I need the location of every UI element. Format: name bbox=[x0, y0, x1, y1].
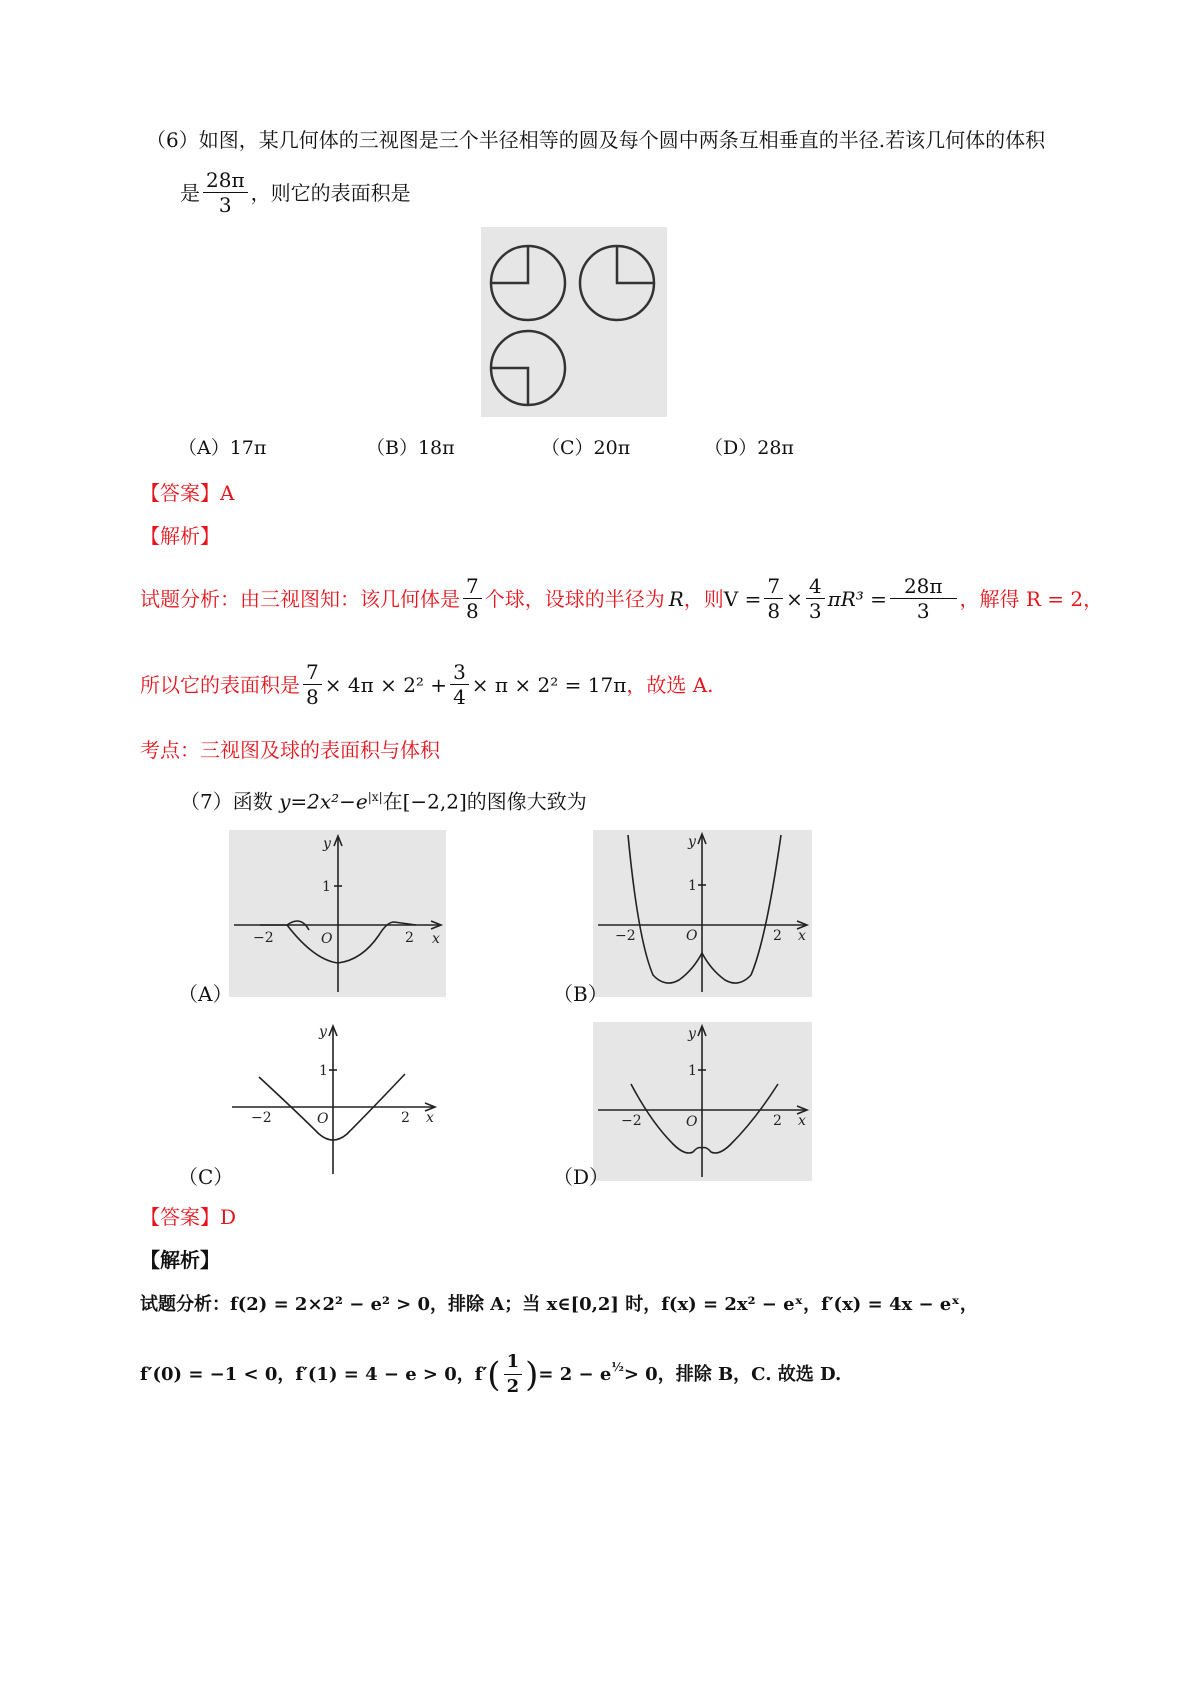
a1-f1-num: 7 bbox=[463, 574, 482, 599]
q7-graph-a bbox=[229, 830, 446, 997]
graph-a-m2: −2 bbox=[253, 930, 274, 946]
q6-stem: （6）如图，某几何体的三视图是三个半径相等的圆及每个圆中两条互相垂直的半径.若该几何体的体积 bbox=[146, 128, 1046, 152]
q6-analysis-line1 bbox=[140, 574, 1103, 623]
three-view-svg bbox=[481, 227, 667, 417]
a2-f2-den: 4 bbox=[453, 685, 466, 709]
q7-stem-sup: |x| bbox=[367, 790, 383, 804]
paren-left: ( bbox=[487, 1354, 501, 1395]
a1-f2-num: 7 bbox=[764, 574, 783, 599]
q7-half-fraction bbox=[504, 1350, 523, 1399]
a1-v: V = bbox=[723, 586, 762, 611]
q6-vol-num: 28π bbox=[203, 168, 248, 193]
q7-graph-d bbox=[593, 1022, 812, 1181]
q7-label-d: （D） bbox=[553, 1165, 610, 1189]
q6-vol-den: 3 bbox=[218, 193, 232, 217]
graph-c-m2: −2 bbox=[251, 1110, 272, 1126]
graph-b-svg bbox=[593, 830, 812, 997]
q6-analysis-title: 【解析】 bbox=[140, 524, 220, 548]
q6-option-b: （B）18π bbox=[366, 437, 455, 459]
q7-stem-suffix: 在[−2,2]的图像大致为 bbox=[382, 789, 587, 814]
q7-graph-c bbox=[229, 1022, 440, 1178]
graph-b-m2: −2 bbox=[615, 928, 636, 944]
q6-stem-line2 bbox=[180, 168, 411, 217]
a2-frac2 bbox=[450, 660, 469, 709]
graph-b-x-label: x bbox=[798, 928, 806, 944]
a1-prefix: 试题分析：由三视图知：该几何体是 bbox=[140, 586, 460, 611]
a2-end: × π × 2² = 17π bbox=[471, 672, 627, 697]
q7-analysis-line1: 试题分析：f(2) = 2×2² − e² > 0，排除 A；当 x∈[0,2] 时，f(x) = 2x² − eˣ，f′(x) = 4x − eˣ， bbox=[140, 1294, 978, 1315]
a2-frac1 bbox=[303, 660, 322, 709]
graph-d-one: 1 bbox=[688, 1063, 697, 1079]
a2-tail: ，故选 A. bbox=[626, 672, 714, 697]
a2-prefix: 所以它的表面积是 bbox=[140, 672, 300, 697]
q7-stem bbox=[180, 785, 587, 814]
graph-b-p2: 2 bbox=[773, 928, 782, 944]
q6-option-c: （C）20π bbox=[541, 437, 631, 459]
a1-end: ，解得 R = 2， bbox=[959, 586, 1104, 611]
graph-a-y-label: y bbox=[323, 836, 331, 852]
graph-a-svg bbox=[229, 830, 446, 997]
a2-f1-den: 8 bbox=[306, 685, 319, 709]
a2-mid: × 4π × 2² + bbox=[324, 672, 448, 697]
q6-answer: 【答案】A bbox=[140, 481, 235, 505]
graph-a-x-label: x bbox=[432, 931, 440, 947]
graph-c-origin: O bbox=[317, 1111, 329, 1127]
graph-d-p2: 2 bbox=[773, 1113, 782, 1129]
a2-f2-num: 3 bbox=[450, 660, 469, 685]
a1-f2-den: 8 bbox=[767, 599, 781, 623]
graph-b-origin: O bbox=[686, 928, 698, 944]
q7-half-num: 1 bbox=[504, 1350, 523, 1375]
q6-analysis-line2 bbox=[140, 660, 714, 709]
q6-three-view-figure bbox=[481, 227, 667, 417]
graph-c-svg bbox=[229, 1022, 440, 1178]
q7-line2-a: f′(0) = −1 < 0，f′(1) = 4 − e > 0，f′ bbox=[140, 1363, 488, 1385]
a1-r: R bbox=[668, 586, 684, 611]
a1-f1-den: 8 bbox=[466, 599, 479, 623]
a1-f4-den: 3 bbox=[916, 599, 930, 623]
q7-stem-prefix: （7）函数 bbox=[180, 789, 280, 814]
graph-c-p2: 2 bbox=[401, 1110, 410, 1126]
graph-c-x-label: x bbox=[426, 1110, 434, 1126]
graph-a-p2: 2 bbox=[405, 930, 414, 946]
q6-volume-fraction bbox=[203, 168, 248, 217]
a1-frac4 bbox=[890, 574, 957, 623]
graph-c-y-label: y bbox=[319, 1024, 327, 1040]
a1-f3-den: 3 bbox=[808, 599, 822, 623]
graph-a-origin: O bbox=[321, 931, 333, 947]
q7-label-b: （B） bbox=[553, 982, 608, 1006]
q7-label-a: （A） bbox=[178, 982, 233, 1006]
graph-b-one: 1 bbox=[688, 878, 697, 894]
q7-line2-sup: ½ bbox=[611, 1359, 624, 1374]
graph-d-origin: O bbox=[686, 1114, 698, 1130]
q7-analysis-line2 bbox=[140, 1350, 841, 1399]
a2-f1-num: 7 bbox=[303, 660, 322, 685]
graph-b-y-label: y bbox=[688, 834, 696, 850]
q6-key-point: 考点：三视图及球的表面积与体积 bbox=[140, 738, 440, 762]
q6-option-d: （D）28π bbox=[704, 437, 794, 459]
q6-stem2-prefix: 是 bbox=[180, 180, 200, 205]
q7-stem-func: y=2x²−e bbox=[279, 789, 368, 814]
a1-frac3 bbox=[806, 574, 825, 623]
graph-c-one: 1 bbox=[319, 1063, 328, 1079]
a1-frac-7-8 bbox=[463, 574, 482, 623]
graph-a-one: 1 bbox=[322, 879, 331, 895]
graph-d-svg bbox=[593, 1022, 812, 1181]
q7-graph-b bbox=[593, 830, 812, 997]
q7-analysis-title: 【解析】 bbox=[140, 1248, 220, 1272]
q7-line2-c: > 0，排除 B，C. 故选 D. bbox=[623, 1363, 842, 1385]
paren-right: ) bbox=[525, 1354, 539, 1395]
q6-option-a: （A）17π bbox=[178, 437, 267, 459]
q6-stem2-suffix: ，则它的表面积是 bbox=[250, 180, 411, 205]
a1-then: ，则 bbox=[683, 586, 724, 611]
graph-d-x-label: x bbox=[798, 1113, 806, 1129]
graph-d-m2: −2 bbox=[621, 1113, 642, 1129]
a1-times: × bbox=[786, 586, 803, 611]
q7-answer: 【答案】D bbox=[140, 1205, 237, 1229]
q7-label-c: （C） bbox=[178, 1165, 234, 1189]
graph-d-y-label: y bbox=[688, 1026, 696, 1042]
a1-pi: πR³ = bbox=[827, 586, 887, 611]
q7-line2-b: = 2 − e bbox=[538, 1363, 612, 1385]
a1-mid: 个球，设球的半径为 bbox=[484, 586, 665, 611]
a1-frac2 bbox=[764, 574, 783, 623]
a1-f3-num: 4 bbox=[806, 574, 825, 599]
q7-half-den: 2 bbox=[506, 1376, 520, 1397]
a1-f4-num: 28π bbox=[890, 574, 957, 599]
